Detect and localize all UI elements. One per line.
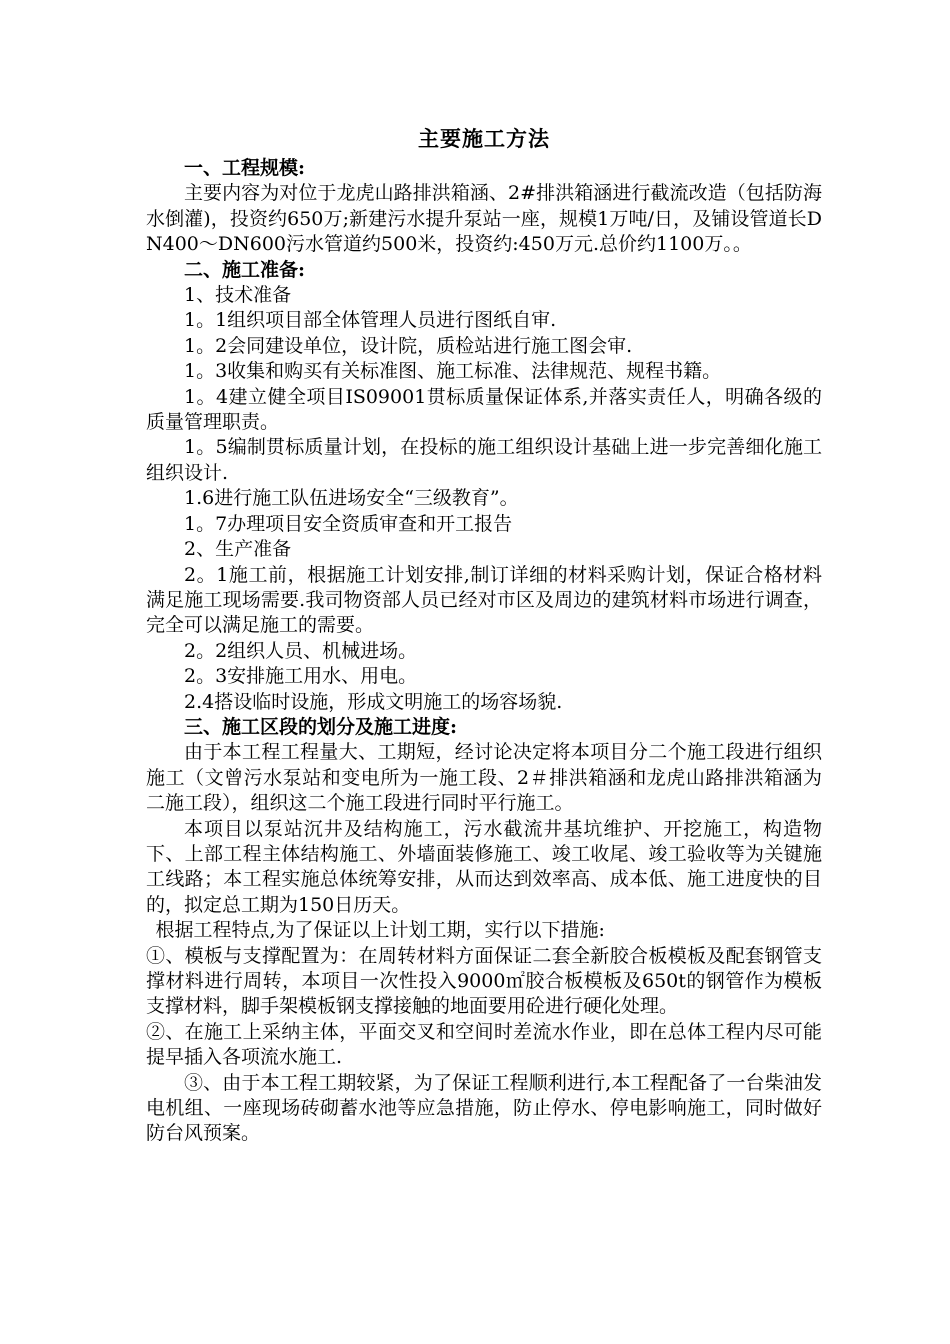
document-title: 主要施工方法 — [418, 126, 550, 151]
paragraph-measure-1: ①、模板与支撑配置为：在周转材料方面保证二套全新胶合板模板及配套钢管支撑材料进行周转，本项目一次性投入9000㎡胶合板模板及650t的钢管作为模板支撑材料，脚手架模板钢支撑接触的地面要用砼进行硬化处理。 — [146, 944, 822, 1018]
section-heading-scale: 一、工程规模: — [184, 157, 306, 179]
paragraph-2-2: 2。2组织人员、机械进场。 — [184, 639, 418, 662]
paragraph-measures-intro: 根据工程特点,为了保证以上计划工期，实行以下措施: — [155, 919, 605, 942]
paragraph-1-2: 1。2会同建设单位，设计院，质检站进行施工图会审. — [184, 334, 633, 357]
paragraph-1-4: 1。4建立健全项目IS09001贯标质量保证体系,并落实责任人，明确各级的质量管理职责。 — [146, 385, 822, 434]
paragraph-2-3: 2。3安排施工用水、用电。 — [184, 665, 418, 688]
paragraph-production-prep: 2、生产准备 — [184, 538, 292, 561]
paragraph-2-1: 2。1施工前，根据施工计划安排,制订详细的材料采购计划，保证合格材料满足施工现场需要.我司物资部人员已经对市区及周边的建筑材料市场进行调查，完全可以满足施工的需要。 — [146, 563, 822, 637]
paragraph-scale: 主要内容为对位于龙虎山路排洪箱涵、2#排洪箱涵进行截流改造（包括防海水倒灌)，投资约650万;新建污水提升泵站一座，规模1万吨/日，及铺设管道长DN400～DN600污水管道约500米，投资约:450万元.总价约1100万。。 — [146, 182, 822, 256]
paragraph-2-4: 2.4搭设临时设施，形成文明施工的场容场貌. — [184, 690, 563, 713]
paragraph-1-1: 1。1组织项目部全体管理人员进行图纸自审. — [184, 309, 557, 332]
section-heading-schedule: 三、施工区段的划分及施工进度: — [184, 715, 458, 738]
paragraph-measure-2: ②、在施工上采纳主体，平面交叉和空间时差流水作业，即在总体工程内尽可能提早插入各项流水施工. — [146, 1020, 822, 1069]
paragraph-sections: 由于本工程工程量大、工期短，经讨论决定将本项目分二个施工段进行组织施工（文曾污水泵站和变电所为一施工段、2＃排洪箱涵和龙虎山路排洪箱涵为二施工段），组织这二个施工段进行同时平行施工。 — [146, 741, 822, 815]
paragraph-critical-path: 本项目以泵站沉井及结构施工，污水截流井基坑维护、开挖施工，构造物下、上部工程主体结构施工、外墙面装修施工、竣工收尾、竣工验收等为关键施工线路；本工程实施总体统筹安排，从而达到效率高、成本低、施工进度快的目的，拟定总工期为150日历天。 — [146, 817, 822, 916]
paragraph-1-5: 1。5编制贯标质量计划，在投标的施工组织设计基础上进一步完善细化施工组织设计. — [146, 436, 822, 484]
paragraph-1-6: 1.6进行施工队伍进场安全“三级教育”。 — [184, 487, 519, 510]
paragraph-technical-prep: 1、技术准备 — [184, 284, 292, 307]
paragraph-1-3: 1。3收集和购买有关标准图、施工标准、法律规范、规程书籍。 — [184, 360, 722, 383]
paragraph-1-7: 1。7办理项目安全资质审查和开工报告 — [184, 512, 513, 535]
paragraph-measure-3: ③、由于本工程工期较紧，为了保证工程顺利进行,本工程配备了一台柴油发电机组、一座现场砖砌蓄水池等应急措施，防止停水、停电影响施工，同时做好防台风预案。 — [146, 1071, 822, 1145]
section-heading-preparation: 二、施工准备: — [184, 258, 306, 281]
document-body — [146, 122, 822, 1147]
